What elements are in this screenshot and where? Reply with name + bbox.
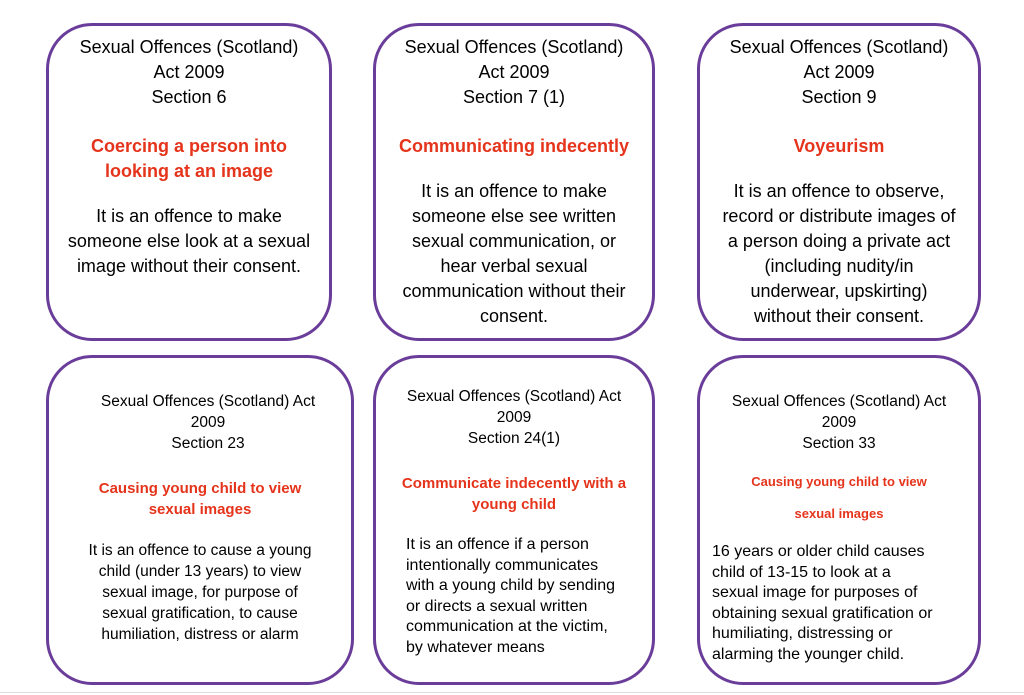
act-reference: Sexual Offences (Scotland) Act 2009 Section 24(1) <box>406 388 622 447</box>
offence-title: Communicate indecently with a young child <box>401 475 627 513</box>
offence-card-section-23 <box>46 355 354 685</box>
act-reference: Sexual Offences (Scotland) Act 2009 Section 7 (1) <box>404 37 624 107</box>
offence-title: Causing young child to view sexual images <box>751 474 927 521</box>
offence-title: Communicating indecently <box>398 136 630 156</box>
offence-description: It is an offence to cause a young child (under 13 years) to view sexual image, for purpose of sexual gratification, to cause humiliation, distress or alarm <box>88 542 312 643</box>
offence-description: It is an offence to make someone else see written sexual communication, or hear verbal sexual communication without their consent. <box>402 181 626 326</box>
act-reference: Sexual Offences (Scotland) Act 2009 Section 23 <box>100 393 316 452</box>
act-reference: Sexual Offences (Scotland) Act 2009 Section 33 <box>731 393 947 452</box>
offence-description: It is an offence to make someone else look at a sexual image without their consent. <box>67 206 311 276</box>
offence-card-section-24 <box>373 355 655 685</box>
act-reference: Sexual Offences (Scotland) Act 2009 Section 9 <box>729 37 949 107</box>
offence-title: Voyeurism <box>793 136 885 156</box>
act-reference: Sexual Offences (Scotland) Act 2009 Section 6 <box>79 37 299 107</box>
offence-card-section-33 <box>697 355 981 685</box>
offence-title: Coercing a person into looking at an image <box>90 136 288 181</box>
offence-description: 16 years or older child causes child of 13-15 to look at a sexual image for purposes of obtaining sexual gratification or humiliating, distressing or alarming the younger child. <box>712 543 933 663</box>
offence-card-section-6 <box>46 23 332 341</box>
offence-description: It is an offence if a person intentionally communicates with a young child by sending or directs a sexual written communication at the victim, by whatever means <box>406 536 616 656</box>
offence-title: Causing young child to view sexual images <box>98 480 302 518</box>
offence-description: It is an offence to observe, record or distribute images of a person doing a private act (including nudity/in underwear, upskirting) without their consent. <box>722 181 956 326</box>
offence-card-section-9 <box>697 23 981 341</box>
bottom-divider <box>0 692 1024 693</box>
offence-card-section-7 <box>373 23 655 341</box>
